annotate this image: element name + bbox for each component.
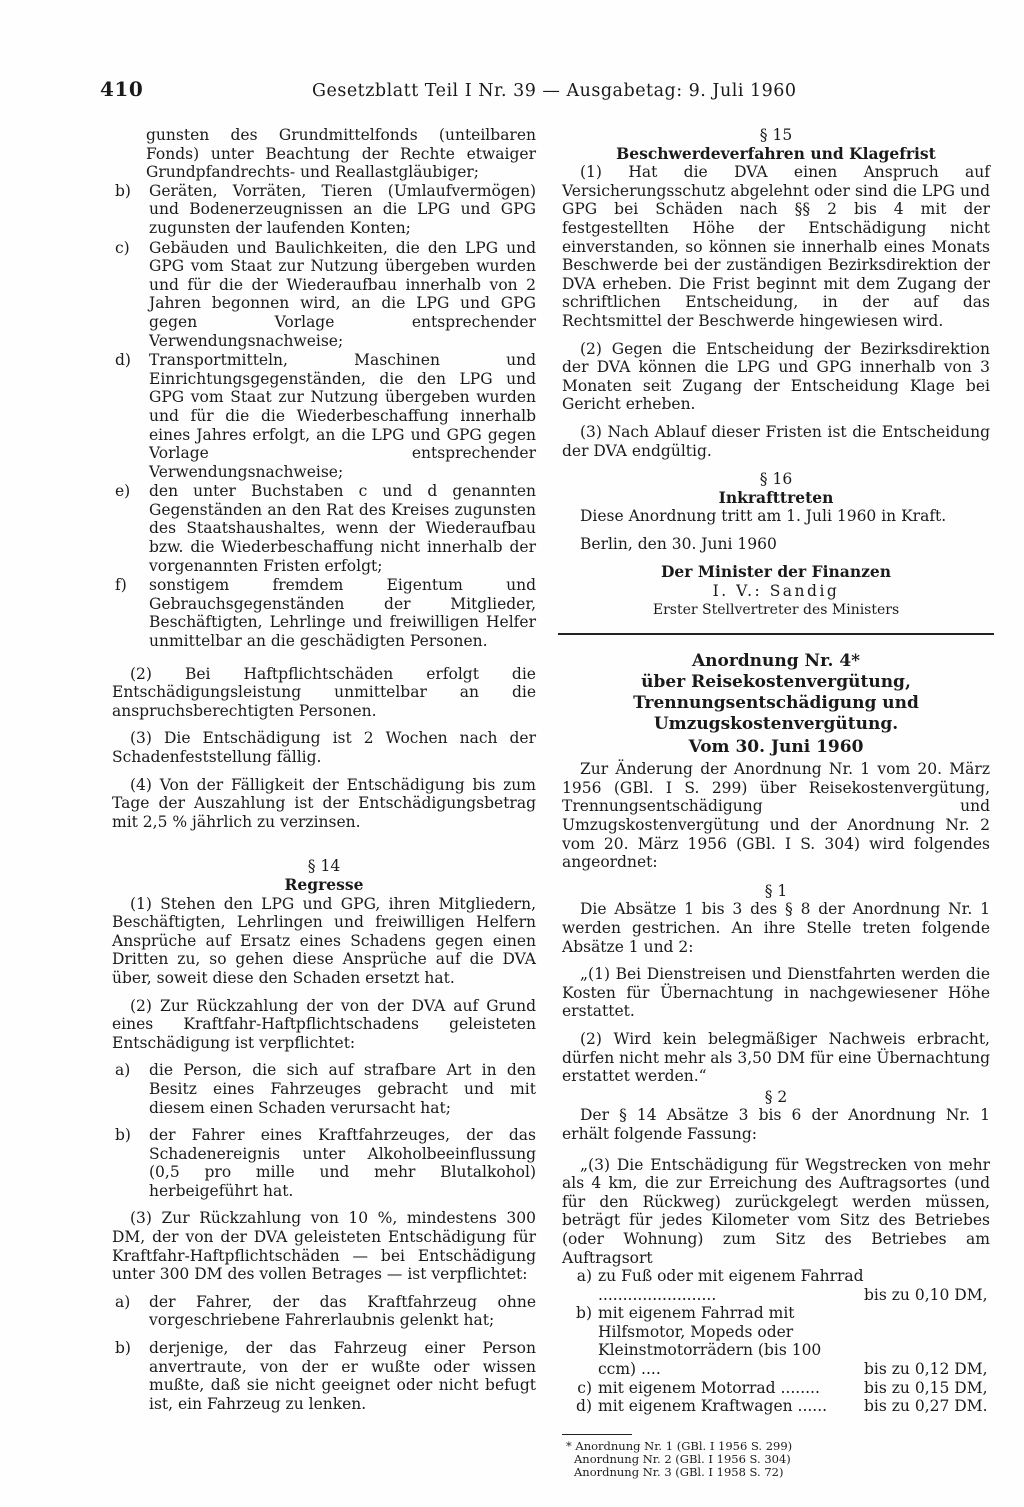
quoted-paragraph: „(1) Bei Dienstreisen und Dienstfahrten werden die Kosten für Übernachtung in nachgewiesener Höhe erstattet. (562, 965, 990, 1021)
section-title: Regresse (284, 874, 364, 894)
rate-item: d) mit eigenem Kraftwagen ...... bis zu 0,27 DM. (576, 1397, 988, 1416)
list-item: c) Gebäuden und Baulichkeiten, die den LPG und GPG vom Staat zur Nutzung übergeben wurden und für die der Wiederaufbau innerhalb von 2 Jahren begonnen wird, an die LPG und GPG gegen Vorlage entsprechender Verwendungsnachweise; (115, 238, 536, 350)
list-item: d) Transportmitteln, Maschinen und Einrichtungsgegenständen, die den LPG und GPG vom Staat zur Nutzung übergeben wurden und für die die Wiederbeschaffung innerhalb eines Jahres erfolgt, an die LPG und GPG gegen Vorlage entsprechender Verwendungsnachweise; (115, 351, 536, 481)
header-title: Gesetzblatt Teil I Nr. 39 — Ausgabetag: 9. Juli 1960 (312, 81, 797, 101)
paragraph: Diese Anordnung tritt am 1. Juli 1960 in Kraft. (580, 507, 947, 526)
footnote: Anordnung Nr. 2 (GBl. I 1956 S. 304) (574, 1451, 791, 1466)
signature-name: I. V.: Sandig (712, 582, 840, 601)
footnotes (562, 1434, 990, 1479)
paragraph: (1) Hat die DVA einen Anspruch auf Versicherungsschutz abgelehnt oder sind die LPG und GPG bei Schäden nach §§ 2 bis 4 mit der festgestellten Höhe der Entschädigung nicht einverstanden, so können sie innerhalb eines Monats Beschwerde bei der zuständigen Bezirksdirektion der DVA erheben. Die Frist beginnt mit dem Zugang der schriftlichen Entscheidung, in der auf das Rechtsmittel der Beschwerde hingewiesen wird. (562, 163, 990, 330)
paragraph: (2) Bei Haftpflichtschäden erfolgt die Entschädigungsleistung unmittelbar an die anspruchsberechtigten Personen. (112, 664, 536, 720)
list-item: b) derjenige, der das Fahrzeug einer Person anvertraute, von der er wußte oder wissen mußte, daß sie nicht geeignet oder nicht befugt ist, ein Fahrzeug zu lenken. (115, 1339, 536, 1413)
section-number: § 14 (307, 857, 341, 876)
paragraph: (1) Stehen den LPG und GPG, ihren Mitgliedern, Beschäftigten, Lehrlingen und freiwilligen Helfern Ansprüche auf Ersatz eines Schadens gegen einen Dritten zu, so gehen diese Ansprüche auf die DVA über, soweit diese den Schaden ersetzt hat. (112, 894, 536, 987)
section-title: Inkrafttreten (718, 487, 834, 507)
section-number: § 16 (759, 470, 793, 489)
paragraph: (3) Die Entschädigung ist 2 Wochen nach der Schadenfeststellung fällig. (112, 729, 536, 766)
footnote: Anordnung Nr. 3 (GBl. I 1958 S. 72) (574, 1464, 784, 1479)
paragraph: (2) Gegen die Entscheidung der Bezirksdirektion der DVA können die LPG und GPG innerhalb von 3 Monaten seit Zugang der Entscheidung Klage bei Gericht erheben. (562, 339, 990, 414)
list-item: a) die Person, die sich auf strafbare Art in den Besitz eines Fahrzeuges gebracht und mit diesem einen Schaden verursacht hat; (115, 1061, 536, 1117)
signature-org: Der Minister der Finanzen (660, 562, 892, 582)
right-column (562, 126, 990, 1479)
list-item: e) den unter Buchstaben c und d genannten Gegenständen an den Rat des Kreises zugunsten des Staatshaushaltes, wenn der Wiederaufbau bzw. die Wiederbeschaffung nicht innerhalb der vorgenannten Fristen erfolgt; (115, 482, 536, 575)
section-number: § 2 (764, 1087, 788, 1106)
list-item: a) der Fahrer, der das Kraftfahrzeug ohne vorgeschriebene Fahrerlaubnis gelenkt hat; (115, 1292, 536, 1330)
rate-item: c) mit eigenem Motorrad ........ bis zu 0,15 DM, (577, 1378, 988, 1397)
signature-role: Erster Stellvertreter des Ministers (652, 601, 900, 618)
place-date: Berlin, den 30. Juni 1960 (580, 534, 777, 553)
list-item: b) der Fahrer eines Kraftfahrzeuges, der das Schadenereignis unter Alkoholbeeinflussung (0,5 pro mille und mehr Blutalkohol) herbeigeführt hat. (115, 1126, 536, 1200)
rate-item: b) mit eigenem Fahrrad mit Hilfsmotor, Mopeds oder Kleinstmotorrädern (bis 100 ccm) .... bis zu 0,12 DM, (576, 1304, 988, 1379)
list-item: b) Geräten, Vorräten, Tieren (Umlaufvermögen) und Bodenerzeugnissen an die LPG und GPG zugunsten der laufenden Konten; (115, 181, 536, 237)
section-title: Beschwerdeverfahren und Klagefrist (616, 143, 936, 163)
divider (558, 633, 994, 635)
anordnung-title: Anordnung Nr. 4* (691, 651, 861, 672)
quoted-paragraph: (2) Wird kein belegmäßiger Nachweis erbracht, dürfen nicht mehr als 3,50 DM für eine Übernachtung erstattet werden.“ (562, 1029, 990, 1086)
paragraph: (2) Zur Rückzahlung der von der DVA auf Grund eines Kraftfahr-Haftpflichtschadens geleisteten Entschädigung ist verpflichtet: (112, 996, 536, 1052)
paragraph: Zur Änderung der Anordnung Nr. 1 vom 20. März 1956 (GBl. I S. 299) über Reisekostenvergütung, Trennungsentschädigung und Umzugskostenvergütung und der Anordnung Nr. 2 vom 20. März 1956 (GBl. I S. 304) wird folgendes angeordnet: (562, 760, 990, 872)
quoted-paragraph: „(3) Die Entschädigung für Wegstrecken von mehr als 4 km, die zur Erreichung des Auftragsortes (und für den Rückweg) zurückgelegt werden müssen, beträgt für jedes Kilometer vom Sitz des Betriebes (oder Wohnung) zum Sitz des Betriebes am Auftragsort (562, 1155, 990, 1267)
paragraph: (3) Nach Ablauf dieser Fristen ist die Entscheidung der DVA endgültig. (562, 422, 990, 460)
section-number: § 15 (759, 126, 793, 144)
list-item: f) sonstigem fremdem Eigentum und Gebrauchsgegenständen der Mitglieder, Beschäftigten, Lehrlinge und freiwilligen Helfer unmittelbar an die geschädigten Personen. (115, 576, 536, 651)
paragraph: Der § 14 Absätze 3 bis 6 der Anordnung Nr. 1 erhält folgende Fassung: (562, 1106, 990, 1143)
rate-item: a) zu Fuß oder mit eigenem Fahrrad ........................ bis zu 0,10 DM, (576, 1267, 988, 1304)
footnote: * Anordnung Nr. 1 (GBl. I 1956 S. 299) (566, 1438, 793, 1453)
anordnung-subtitle: über Reisekostenvergütung, Trennungsentschädigung und Umzugskostenvergütung. (633, 672, 919, 735)
section-number: § 1 (764, 881, 788, 900)
anordnung-date: Vom 30. Juni 1960 (688, 737, 864, 758)
paragraph: (4) Von der Fälligkeit der Entschädigung bis zum Tage der Auszahlung ist der Entschädigungsbetrag mit 2,5 % jährlich zu verzinsen. (112, 775, 536, 831)
page-number: 410 (100, 77, 144, 101)
paragraph: (3) Zur Rückzahlung von 10 %, mindestens 300 DM, der von der DVA geleisteten Entschädigung für Kraftfahr-Haftpflichtschäden — bei Entschädigung unter 300 DM des vollen Betrages — ist verpflichtet: (112, 1209, 536, 1284)
paragraph: Die Absätze 1 bis 3 des § 8 der Anordnung Nr. 1 werden gestrichen. An ihre Stelle treten folgende Absätze 1 und 2: (562, 900, 990, 956)
continued-text: gunsten des Grundmittelfonds (unteilbaren Fonds) unter Beachtung der Rechte etwaiger Grundpfandrechts- und Reallastgläubiger; (146, 126, 536, 182)
left-column (112, 126, 536, 1414)
